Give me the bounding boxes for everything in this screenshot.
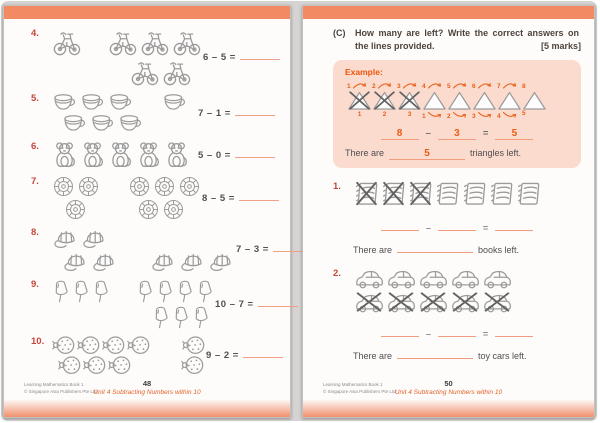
triangle-icon [497, 90, 522, 111]
section-label: (C) [333, 28, 346, 38]
cup-icon [108, 92, 134, 113]
icon-cluster [151, 304, 211, 330]
answer-blank [239, 192, 279, 201]
problem-number: 4. [31, 28, 39, 39]
answer-blank [495, 219, 533, 231]
problem-row [31, 27, 284, 87]
count-arc-icon [477, 81, 493, 89]
count-cell [372, 80, 397, 90]
equation [215, 298, 301, 310]
problem-row [31, 175, 284, 221]
page-right [302, 5, 595, 418]
ladybug-icon [108, 355, 131, 375]
sentence-suffix: triangles left. [470, 148, 522, 159]
publisher-line2: © Singapore Asia Publishers Pte Ltd [323, 389, 396, 395]
icon-row [61, 113, 198, 134]
right-content [333, 27, 581, 377]
cup-icon [118, 113, 144, 134]
problem-number: 2. [333, 268, 341, 280]
minus-sign: – [425, 223, 431, 234]
icon-cluster [51, 226, 109, 249]
count-cell [497, 80, 522, 90]
icon-row [51, 140, 198, 170]
sentence-suffix: toy cars left. [478, 351, 527, 362]
cup-icon [62, 113, 88, 134]
cup-icon [52, 92, 78, 113]
problem-art [51, 226, 236, 272]
count-cell [422, 80, 447, 90]
icon-cluster [51, 140, 191, 170]
count-arc-icon [452, 81, 468, 89]
icon-row [63, 198, 202, 221]
icon-cluster [136, 198, 186, 221]
wheel-icon [52, 175, 75, 198]
car-icon [482, 291, 512, 313]
publisher-line1: Learning Mathematics Book 1 [323, 382, 383, 387]
cross-icon [418, 291, 448, 313]
cross-icon [372, 90, 397, 111]
icon-cluster [161, 92, 189, 113]
cap-icon [91, 249, 118, 272]
triangle-icon [397, 90, 422, 111]
cross-icon [347, 90, 372, 111]
icon-cluster [149, 249, 236, 272]
bicycle-icon [108, 27, 138, 57]
triangle-icon [447, 90, 472, 111]
wheel-icon [162, 198, 185, 221]
book-icon [489, 180, 514, 207]
book-icon [462, 180, 487, 207]
icepop-icon [172, 304, 190, 330]
book-icon [381, 180, 406, 207]
icon-row [353, 180, 581, 207]
problem-head [333, 267, 581, 315]
count-label: 5 [522, 110, 526, 118]
mouse-icon [52, 140, 78, 170]
minus-sign: – [425, 329, 431, 340]
count-label: 3 [407, 111, 412, 119]
left-problems [31, 27, 284, 375]
equation [198, 149, 284, 161]
answer-blank [397, 241, 473, 253]
book-icon [516, 180, 541, 207]
count-cell [447, 80, 472, 90]
car-icon [354, 291, 384, 313]
problem-number: 10. [31, 335, 45, 347]
icon-cluster [63, 198, 88, 221]
count-arc-icon [477, 111, 493, 119]
count-arc-icon [502, 81, 518, 89]
triangle-icon [472, 90, 497, 111]
answer-blank: 3 [438, 128, 476, 140]
example-label: Example: [345, 67, 383, 78]
problem-art [353, 267, 581, 315]
book-icon [408, 180, 433, 207]
problem [333, 180, 581, 255]
answer-blank [381, 325, 419, 337]
count-label: 8 [522, 82, 526, 90]
answer-blank [397, 347, 473, 359]
count-cell [447, 111, 472, 120]
unit-title: Unit 4 Subtracting Numbers within 10 [394, 389, 503, 396]
count-label: 1 [357, 111, 362, 119]
answer-blank [235, 107, 275, 116]
cross-icon [354, 291, 384, 313]
cap-icon [150, 249, 177, 272]
publisher-line1: Learning Mathematics Book 1 [24, 382, 84, 387]
equation-text: 8 – 5 = [202, 192, 235, 204]
problem-art [51, 92, 198, 134]
count-cell [422, 111, 447, 120]
count-label: 7 [497, 82, 501, 90]
equation-text: 5 – 0 = [198, 149, 231, 161]
triangle-icon [372, 90, 397, 111]
ladybug-icon [77, 335, 100, 355]
answer-blank [495, 325, 533, 337]
wheel-icon [128, 175, 151, 198]
triangle-icon [522, 90, 547, 111]
answer-blank [243, 349, 283, 358]
icon-row [129, 57, 203, 87]
count-arc-icon [427, 111, 443, 119]
mouse-icon [108, 140, 134, 170]
icepop-icon [136, 278, 154, 304]
answer-sentence [353, 347, 581, 361]
sentence-prefix: There are [353, 245, 393, 256]
publisher-line2: © Singapore Asia Publishers Pte Ltd [24, 389, 97, 395]
equation [206, 349, 292, 361]
cross-icon [397, 90, 422, 111]
page-number: 50 [444, 379, 453, 388]
section-instructions: How many are left? Write the correct answers on the lines provided. [355, 28, 579, 52]
problem-number: 7. [31, 175, 39, 187]
icepop-icon [52, 278, 70, 304]
bicycle-icon [140, 27, 170, 57]
icon-row [61, 249, 236, 272]
bicycle-icon [172, 27, 202, 57]
cross-icon [381, 180, 406, 207]
example-sentence [345, 148, 569, 160]
problem-art [51, 335, 206, 375]
left-footer-center [4, 379, 290, 396]
ladybug-icon [127, 335, 150, 355]
section-heading [333, 27, 581, 53]
icon-row [353, 291, 581, 313]
count-label: 5 [447, 82, 451, 90]
count-cell [497, 111, 522, 120]
left-bottom-gradient [4, 399, 290, 417]
problem-number: 5. [31, 93, 39, 105]
count-arc-icon [452, 111, 468, 119]
cross-icon [354, 180, 379, 207]
page-left [3, 5, 291, 418]
equation-text: 9 – 2 = [206, 349, 239, 361]
icon-cluster [135, 278, 215, 304]
cross-icon [482, 291, 512, 313]
icon-cluster [180, 355, 205, 375]
cup-icon [162, 92, 188, 113]
count-cell [522, 111, 547, 118]
count-cell [347, 80, 372, 90]
icepop-icon [176, 278, 194, 304]
equation-text: 7 – 3 = [236, 244, 269, 256]
problem-row [31, 335, 284, 375]
count-arc-icon [502, 111, 518, 119]
bicycle-icon [130, 57, 160, 87]
ladybug-icon [52, 335, 75, 355]
count-arc-icon [427, 81, 443, 89]
book-icon [354, 180, 379, 207]
cap-icon [179, 249, 206, 272]
unit-title: Unit 4 Subtracting Numbers within 10 [93, 389, 201, 396]
cap-icon [208, 249, 235, 272]
count-cell [472, 111, 497, 120]
book-spread [1, 1, 597, 421]
count-label: 3 [397, 82, 401, 90]
sentence-prefix: There are [345, 148, 385, 159]
cross-icon [386, 291, 416, 313]
car-icon [450, 267, 480, 289]
icepop-icon [92, 278, 110, 304]
wheel-icon [137, 198, 160, 221]
count-label: 2 [372, 82, 376, 90]
marks-label: [5 marks] [540, 41, 581, 52]
icepop-icon [192, 304, 210, 330]
right-bottom-gradient [303, 399, 594, 417]
count-label: 2 [447, 112, 451, 120]
problem-row [31, 92, 284, 134]
problem-number: 6. [31, 140, 39, 152]
icon-cluster [181, 335, 206, 355]
mouse-icon [136, 140, 162, 170]
example-equation [345, 128, 569, 140]
ladybug-icon [83, 355, 106, 375]
bicycle-icon [52, 27, 82, 57]
count-label: 1 [422, 112, 426, 120]
answer-blank [438, 219, 476, 231]
mouse-icon [164, 140, 190, 170]
wheel-icon [77, 175, 100, 198]
answer-blank [438, 325, 476, 337]
count-label: 4 [497, 112, 501, 120]
answer-blank [381, 219, 419, 231]
icon-row [51, 175, 202, 198]
answer-blank: 5 [389, 148, 465, 160]
cap-icon [81, 226, 108, 249]
count-cell [522, 80, 547, 90]
count-bottom-row [347, 111, 569, 122]
count-label: 2 [382, 111, 387, 119]
problem-art [353, 180, 581, 209]
icon-cluster [61, 249, 119, 272]
equation [203, 51, 289, 63]
car-icon [418, 291, 448, 313]
problem-number: 8. [31, 227, 39, 239]
car-icon [386, 291, 416, 313]
icepop-icon [196, 278, 214, 304]
wheel-icon [153, 175, 176, 198]
equals-sign: = [482, 128, 489, 140]
ladybug-icon [182, 335, 205, 355]
car-icon [450, 291, 480, 313]
example-box [333, 60, 581, 168]
count-arc-icon [352, 81, 368, 89]
triangle-icon [422, 90, 447, 111]
count-label: 1 [347, 82, 351, 90]
ladybug-icon [102, 335, 125, 355]
problem-row [31, 226, 284, 272]
icon-cluster [61, 113, 145, 134]
car-icon [418, 267, 448, 289]
count-cell [472, 80, 497, 90]
equation [202, 192, 288, 204]
icepop-icon [72, 278, 90, 304]
ladybug-icon [181, 355, 204, 375]
equation-text: 10 – 7 = [215, 298, 254, 310]
equals-sign: = [482, 329, 489, 340]
ladybug-icon [58, 355, 81, 375]
problem-row [31, 140, 284, 170]
example-counting-area [347, 80, 569, 122]
car-icon [354, 267, 384, 289]
book-icon [435, 180, 460, 207]
triangle-row [347, 90, 569, 111]
cup-icon [90, 113, 116, 134]
icon-row [51, 226, 236, 249]
cross-icon [408, 180, 433, 207]
problem-art [51, 278, 215, 330]
count-label: 3 [472, 112, 476, 120]
icon-cluster [107, 27, 203, 57]
count-label: 4 [422, 82, 426, 90]
icon-cluster [51, 335, 151, 355]
right-problems [333, 180, 581, 361]
count-arc-icon [402, 81, 418, 89]
icon-cluster [127, 175, 202, 198]
answer-blank [235, 149, 275, 158]
icon-row [57, 355, 206, 375]
icepop-icon [156, 278, 174, 304]
icon-cluster [51, 92, 135, 113]
right-top-bar [303, 6, 594, 19]
equation [333, 219, 581, 233]
mouse-icon [80, 140, 106, 170]
left-top-bar [4, 6, 290, 19]
icon-cluster [57, 355, 132, 375]
page-number: 48 [142, 379, 152, 388]
problem-head [333, 180, 581, 209]
count-top-row [347, 80, 569, 90]
equation [333, 325, 581, 339]
icon-cluster [51, 175, 101, 198]
equals-sign: = [482, 223, 489, 234]
icon-row [51, 335, 206, 355]
icepop-icon [152, 304, 170, 330]
icon-cluster [51, 27, 83, 57]
wheel-icon [178, 175, 201, 198]
triangle-icon [347, 90, 372, 111]
answer-blank: 5 [495, 128, 533, 140]
equation-text: 6 – 5 = [203, 52, 236, 63]
equation [198, 107, 284, 119]
answer-blank [240, 51, 280, 60]
cap-icon [62, 249, 89, 272]
cup-icon [80, 92, 106, 113]
icon-row [151, 304, 215, 330]
count-label: 6 [472, 82, 476, 90]
sentence-suffix: books left. [478, 245, 520, 256]
problem-number: 1. [333, 181, 341, 193]
problem [333, 267, 581, 361]
minus-sign: – [425, 128, 431, 140]
count-arc-icon [377, 81, 393, 89]
car-icon [386, 267, 416, 289]
answer-blank [258, 298, 298, 307]
problem-art [51, 175, 202, 221]
wheel-icon [64, 198, 87, 221]
problem-art [51, 27, 203, 87]
icon-cluster [129, 57, 193, 87]
icon-row [51, 27, 203, 57]
count-cell [397, 80, 422, 90]
car-icon [482, 267, 512, 289]
sentence-prefix: There are [353, 351, 393, 362]
cross-icon [450, 291, 480, 313]
icon-cluster [51, 278, 111, 304]
bicycle-icon [162, 57, 192, 87]
answer-blank: 8 [381, 128, 419, 140]
icon-row [51, 92, 198, 113]
icon-row [51, 278, 215, 304]
problem-art [51, 140, 198, 170]
problem-number: 9. [31, 278, 39, 290]
problem-row [31, 278, 284, 330]
equation-text: 7 – 1 = [198, 108, 231, 120]
answer-sentence [353, 241, 581, 255]
right-footer-center [303, 379, 594, 396]
cap-icon [52, 226, 79, 249]
icon-row [353, 267, 581, 289]
